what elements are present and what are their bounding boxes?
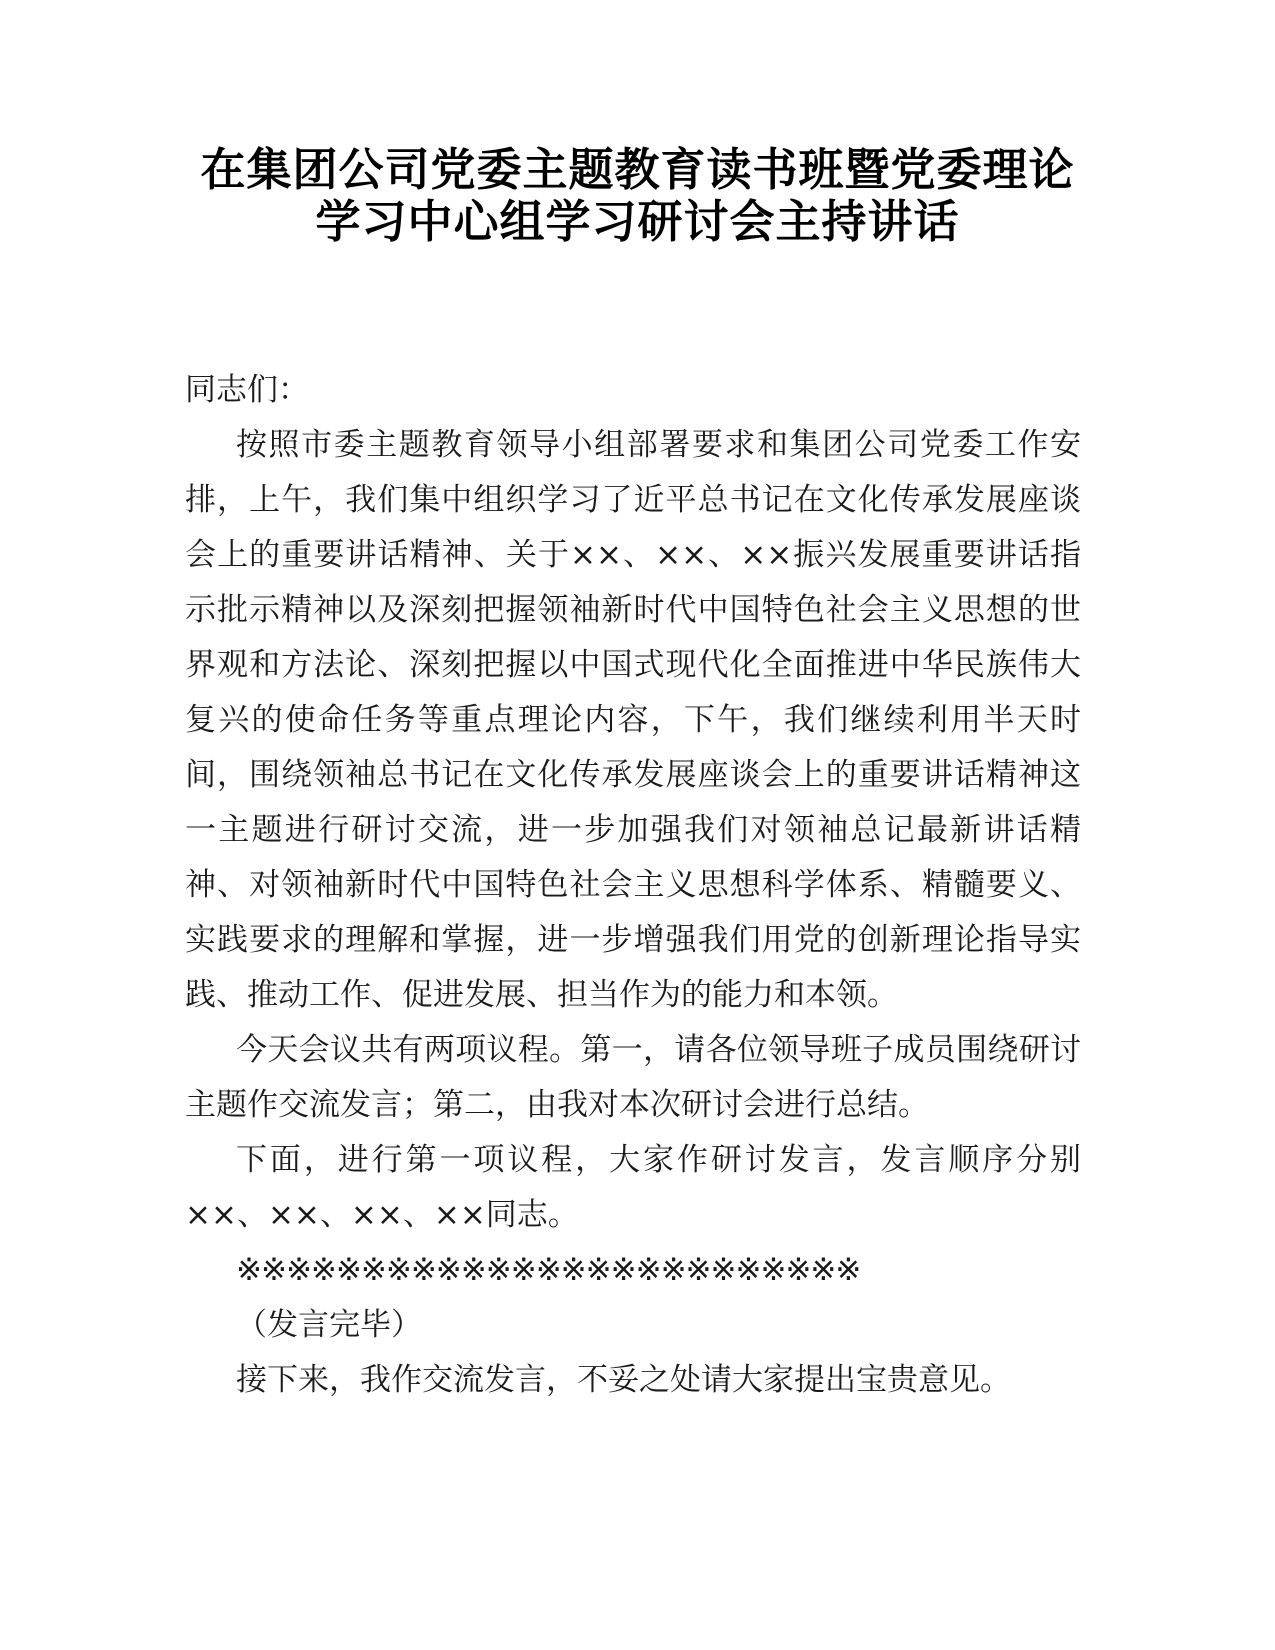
salutation: 同志们：	[185, 372, 309, 408]
document-body	[185, 363, 1081, 1408]
paragraph-agenda: 今天会议共有两项议程。第一，请各位领导班子成员围绕研讨主题作交流发言；第二，由我对本次研讨会进行总结。	[185, 1032, 1081, 1123]
title-line-1: 在集团公司党委主题教育读书班暨党委理论	[200, 143, 1075, 196]
title-line-2: 学习中心组学习研讨会主持讲话	[315, 195, 960, 248]
paragraph-opening: 按照市委主题教育领导小组部署要求和集团公司党委工作安排，上午，我们集中组织学习了近平总书记在文化传承发展座谈会上的重要讲话精神、关于××、××、××振兴发展重要讲话指示批示精神以及深刻把握领袖新时代中国特色社会主义思想的世界观和方法论、深刻把握以中国式现代化全面推进中华民族伟大复兴的使命任务等重点理论内容，下午，我们继续利用半天时间，围绕领袖总书记在文化传承发展座谈会上的重要讲话精神这一主题进行研讨交流，进一步加强我们对领袖总记最新讲话精神、对领袖新时代中国特色社会主义思想科学体系、精髓要义、实践要求的理解和掌握，进一步增强我们用党的创新理论指导实践、推动工作、促进发展、担当作为的能力和本领。	[185, 427, 1081, 1013]
speech-finished-remark: （发言完毕）	[236, 1307, 422, 1343]
separator-line: ※※※※※※※※※※※※※※※※※※※※※※※※※	[236, 1252, 861, 1288]
document-title	[150, 144, 1125, 248]
paragraph-speaking-order: 下面，进行第一项议程，大家作研讨发言，发言顺序分别××、××、××、××同志。	[185, 1142, 1081, 1233]
paragraph-closing: 接下来，我作交流发言，不妥之处请大家提出宝贵意见。	[236, 1362, 1011, 1398]
